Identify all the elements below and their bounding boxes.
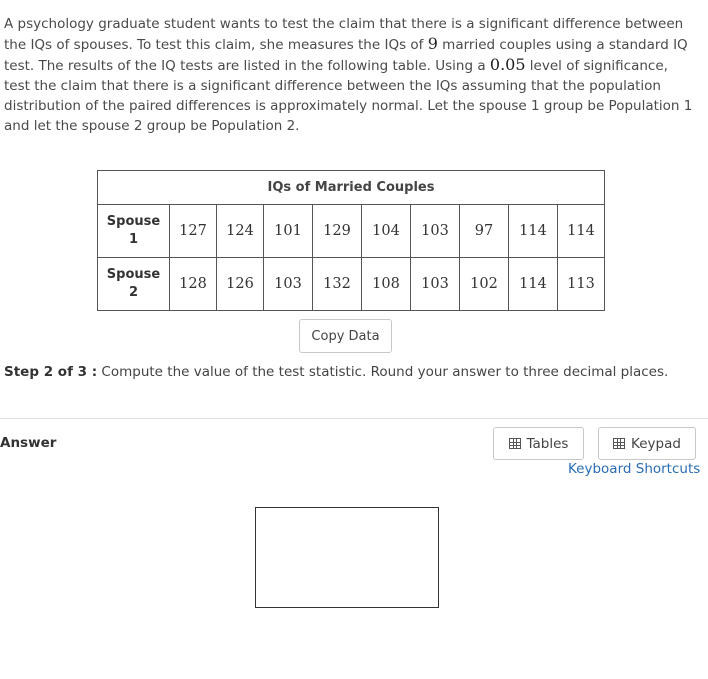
- row-header-spouse-2: Spouse 2: [98, 258, 170, 311]
- copy-data-button[interactable]: Copy Data: [299, 319, 392, 353]
- sample-size: 9: [427, 34, 438, 53]
- table-cell: 102: [460, 258, 509, 311]
- table-cell: 127: [170, 205, 217, 258]
- table-cell: 114: [509, 205, 558, 258]
- table-cell: 124: [217, 205, 264, 258]
- table-title: IQs of Married Couples: [98, 171, 605, 205]
- table-cell: 126: [217, 258, 264, 311]
- answer-label: Answer: [0, 435, 57, 451]
- iq-data-table: [97, 170, 605, 311]
- problem-statement: [4, 14, 694, 136]
- table-cell: 114: [509, 258, 558, 311]
- answer-input[interactable]: [255, 507, 439, 608]
- table-cell: 114: [558, 205, 605, 258]
- table-cell: 101: [264, 205, 313, 258]
- row-header-spouse-1: Spouse 1: [98, 205, 170, 258]
- table-cell: 103: [411, 258, 460, 311]
- table-grid-icon: [509, 438, 521, 449]
- problem-text-3: level of significance, test the claim that there is a significant difference between the IQs assuming that the population distribution of the paired differences is approximately normal. Let the spouse 1 group be Population 1 and let the spouse 2 group be Population 2.: [4, 58, 693, 134]
- step-instruction: [4, 364, 668, 380]
- tables-button-label: Tables: [526, 435, 569, 452]
- keypad-button[interactable]: [598, 427, 696, 460]
- keypad-button-label: Keypad: [631, 435, 681, 452]
- table-row: [98, 258, 605, 311]
- step-text: Compute the value of the test statistic. Round your answer to three decimal places.: [97, 364, 669, 380]
- keypad-icon: [613, 438, 625, 449]
- table-row: [98, 205, 605, 258]
- section-divider: [0, 418, 708, 419]
- table-cell: 97: [460, 205, 509, 258]
- significance-level: 0.05: [489, 55, 526, 74]
- keyboard-shortcuts-link[interactable]: Keyboard Shortcuts: [568, 461, 701, 477]
- table-cell: 108: [362, 258, 411, 311]
- problem-text-2: married couples using a standard IQ test. The results of the IQ tests are listed in the following table. Using a: [4, 37, 688, 74]
- table-cell: 103: [264, 258, 313, 311]
- table-cell: 103: [411, 205, 460, 258]
- table-cell: 129: [313, 205, 362, 258]
- problem-text-1: A psychology graduate student wants to test the claim that there is a significant difference between the IQs of spouses. To test this claim, she measures the IQs of: [4, 16, 684, 53]
- table-cell: 104: [362, 205, 411, 258]
- table-cell: 132: [313, 258, 362, 311]
- step-label: Step 2 of 3 :: [4, 364, 98, 380]
- table-cell: 128: [170, 258, 217, 311]
- table-cell: 113: [558, 258, 605, 311]
- tables-button[interactable]: [493, 427, 584, 460]
